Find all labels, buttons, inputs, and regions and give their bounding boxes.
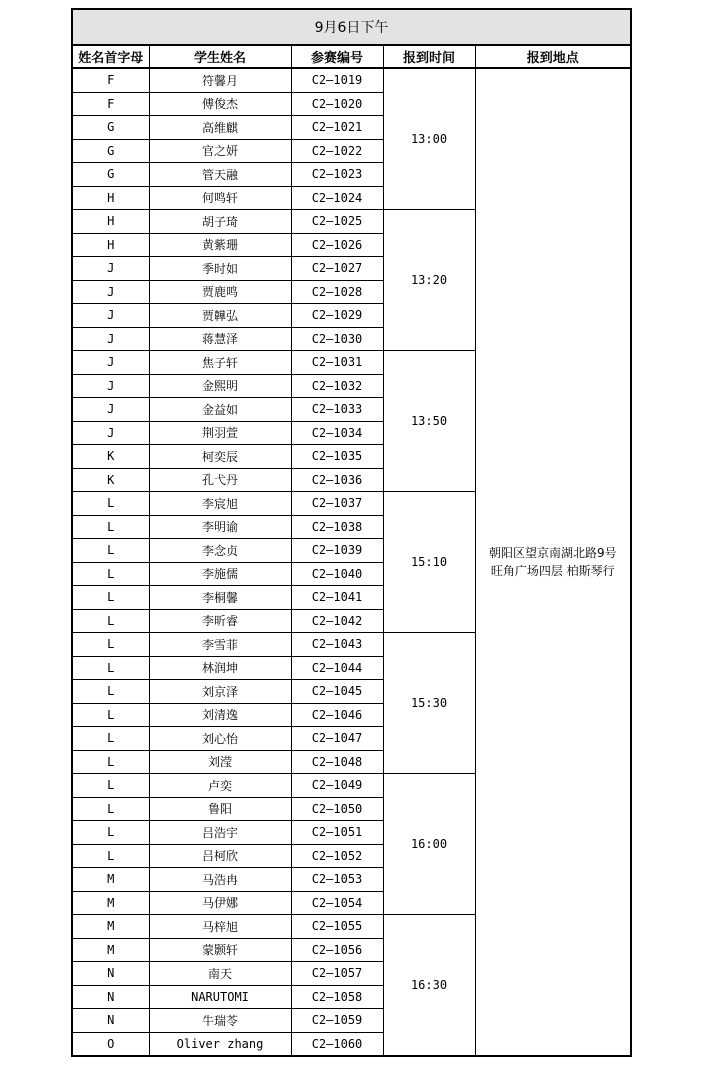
student-name-cell: 吕柯欣 — [149, 844, 291, 868]
student-name-cell: 吕浩宇 — [149, 821, 291, 845]
initial-letter-cell: O — [72, 1032, 149, 1056]
student-name-cell: NARUTOMI — [149, 985, 291, 1009]
entry-number-cell: C2—1030 — [291, 327, 383, 351]
student-name-cell: 金益如 — [149, 398, 291, 422]
initial-letter-cell: H — [72, 186, 149, 210]
entry-number-cell: C2—1038 — [291, 515, 383, 539]
entry-number-cell: C2—1044 — [291, 656, 383, 680]
student-name-cell: 季时如 — [149, 257, 291, 281]
initial-letter-cell: L — [72, 727, 149, 751]
initial-letter-cell: M — [72, 915, 149, 939]
entry-number-cell: C2—1041 — [291, 586, 383, 610]
entry-number-cell: C2—1056 — [291, 938, 383, 962]
initial-letter-cell: L — [72, 750, 149, 774]
header-place: 报到地点 — [475, 45, 631, 68]
header-time: 报到时间 — [383, 45, 475, 68]
student-name-cell: 管天融 — [149, 163, 291, 187]
checkin-time-cell: 16:00 — [383, 774, 475, 915]
initial-letter-cell: H — [72, 210, 149, 234]
student-name-cell: 蒙颢轩 — [149, 938, 291, 962]
student-name-cell: 金熙明 — [149, 374, 291, 398]
student-name-cell: 何鸣轩 — [149, 186, 291, 210]
student-name-cell: 傅俊杰 — [149, 92, 291, 116]
checkin-location-cell — [475, 68, 631, 1056]
student-name-cell: 马梓旭 — [149, 915, 291, 939]
student-name-cell: 李昕睿 — [149, 609, 291, 633]
initial-letter-cell: G — [72, 139, 149, 163]
entry-number-cell: C2—1045 — [291, 680, 383, 704]
student-name-cell: 李明谕 — [149, 515, 291, 539]
location-line-1: 朝阳区望京南湖北路9号 — [488, 546, 617, 560]
student-name-cell: 焦子轩 — [149, 351, 291, 375]
sheet-title: 9月6日下午 — [72, 9, 631, 45]
table-row — [72, 68, 631, 92]
entry-number-cell: C2—1057 — [291, 962, 383, 986]
entry-number-cell: C2—1023 — [291, 163, 383, 187]
student-name-cell: 柯奕辰 — [149, 445, 291, 469]
initial-letter-cell: J — [72, 398, 149, 422]
schedule-table — [71, 8, 632, 1057]
student-name-cell: 高维麒 — [149, 116, 291, 140]
initial-letter-cell: K — [72, 468, 149, 492]
initial-letter-cell: L — [72, 656, 149, 680]
entry-number-cell: C2—1034 — [291, 421, 383, 445]
table-body — [72, 68, 631, 1056]
entry-number-cell: C2—1051 — [291, 821, 383, 845]
entry-number-cell: C2—1043 — [291, 633, 383, 657]
entry-number-cell: C2—1053 — [291, 868, 383, 892]
entry-number-cell: C2—1050 — [291, 797, 383, 821]
initial-letter-cell: J — [72, 374, 149, 398]
initial-letter-cell: L — [72, 586, 149, 610]
student-name-cell: 刘京泽 — [149, 680, 291, 704]
entry-number-cell: C2—1048 — [291, 750, 383, 774]
checkin-time-cell: 15:30 — [383, 633, 475, 774]
student-name-cell: 牛瑞苓 — [149, 1009, 291, 1033]
initial-letter-cell: L — [72, 633, 149, 657]
title-row — [72, 9, 631, 45]
initial-letter-cell: L — [72, 680, 149, 704]
entry-number-cell: C2—1032 — [291, 374, 383, 398]
entry-number-cell: C2—1046 — [291, 703, 383, 727]
student-name-cell: 荆羽萱 — [149, 421, 291, 445]
header-name: 学生姓名 — [149, 45, 291, 68]
entry-number-cell: C2—1058 — [291, 985, 383, 1009]
entry-number-cell: C2—1040 — [291, 562, 383, 586]
entry-number-cell: C2—1055 — [291, 915, 383, 939]
initial-letter-cell: L — [72, 703, 149, 727]
checkin-time-cell: 13:20 — [383, 210, 475, 351]
entry-number-cell: C2—1031 — [291, 351, 383, 375]
initial-letter-cell: J — [72, 421, 149, 445]
student-name-cell: 符馨月 — [149, 68, 291, 92]
initial-letter-cell: L — [72, 492, 149, 516]
initial-letter-cell: F — [72, 92, 149, 116]
initial-letter-cell: L — [72, 539, 149, 563]
checkin-time-cell: 13:50 — [383, 351, 475, 492]
initial-letter-cell: K — [72, 445, 149, 469]
initial-letter-cell: F — [72, 68, 149, 92]
entry-number-cell: C2—1021 — [291, 116, 383, 140]
initial-letter-cell: N — [72, 1009, 149, 1033]
checkin-time-cell: 16:30 — [383, 915, 475, 1057]
entry-number-cell: C2—1059 — [291, 1009, 383, 1033]
student-name-cell: 胡子琦 — [149, 210, 291, 234]
entry-number-cell: C2—1036 — [291, 468, 383, 492]
entry-number-cell: C2—1035 — [291, 445, 383, 469]
initial-letter-cell: N — [72, 985, 149, 1009]
initial-letter-cell: L — [72, 609, 149, 633]
initial-letter-cell: L — [72, 821, 149, 845]
entry-number-cell: C2—1019 — [291, 68, 383, 92]
student-name-cell: 鲁阳 — [149, 797, 291, 821]
student-name-cell: 黄紫珊 — [149, 233, 291, 257]
location-line-2: 旺角广场四层 柏斯琴行 — [490, 564, 615, 578]
initial-letter-cell: J — [72, 327, 149, 351]
student-name-cell: 南天 — [149, 962, 291, 986]
initial-letter-cell: G — [72, 116, 149, 140]
checkin-time-cell: 15:10 — [383, 492, 475, 633]
entry-number-cell: C2—1049 — [291, 774, 383, 798]
student-name-cell: 马浩冉 — [149, 868, 291, 892]
entry-number-cell: C2—1047 — [291, 727, 383, 751]
student-name-cell: 李雪菲 — [149, 633, 291, 657]
student-name-cell: 林润坤 — [149, 656, 291, 680]
student-name-cell: 刘滢 — [149, 750, 291, 774]
entry-number-cell: C2—1026 — [291, 233, 383, 257]
entry-number-cell: C2—1039 — [291, 539, 383, 563]
initial-letter-cell: J — [72, 351, 149, 375]
student-name-cell: 李桐馨 — [149, 586, 291, 610]
entry-number-cell: C2—1020 — [291, 92, 383, 116]
student-name-cell: 李念贞 — [149, 539, 291, 563]
initial-letter-cell: J — [72, 304, 149, 328]
initial-letter-cell: N — [72, 962, 149, 986]
entry-number-cell: C2—1028 — [291, 280, 383, 304]
initial-letter-cell: G — [72, 163, 149, 187]
entry-number-cell: C2—1025 — [291, 210, 383, 234]
entry-number-cell: C2—1060 — [291, 1032, 383, 1056]
student-name-cell: 李宸旭 — [149, 492, 291, 516]
initial-letter-cell: M — [72, 891, 149, 915]
initial-letter-cell: L — [72, 562, 149, 586]
entry-number-cell: C2—1027 — [291, 257, 383, 281]
entry-number-cell: C2—1029 — [291, 304, 383, 328]
initial-letter-cell: M — [72, 938, 149, 962]
student-name-cell: 贾鹿鸣 — [149, 280, 291, 304]
initial-letter-cell: L — [72, 515, 149, 539]
student-name-cell: 蒋慧泽 — [149, 327, 291, 351]
student-name-cell: 官之妍 — [149, 139, 291, 163]
entry-number-cell: C2—1042 — [291, 609, 383, 633]
initial-letter-cell: L — [72, 844, 149, 868]
initial-letter-cell: J — [72, 280, 149, 304]
entry-number-cell: C2—1037 — [291, 492, 383, 516]
initial-letter-cell: M — [72, 868, 149, 892]
student-name-cell: Oliver zhang — [149, 1032, 291, 1056]
initial-letter-cell: L — [72, 797, 149, 821]
entry-number-cell: C2—1022 — [291, 139, 383, 163]
initial-letter-cell: L — [72, 774, 149, 798]
entry-number-cell: C2—1024 — [291, 186, 383, 210]
entry-number-cell: C2—1052 — [291, 844, 383, 868]
entry-number-cell: C2—1054 — [291, 891, 383, 915]
entry-number-cell: C2—1033 — [291, 398, 383, 422]
header-row — [72, 45, 631, 68]
student-name-cell: 刘心怡 — [149, 727, 291, 751]
student-name-cell: 马伊娜 — [149, 891, 291, 915]
student-name-cell: 卢奕 — [149, 774, 291, 798]
initial-letter-cell: J — [72, 257, 149, 281]
initial-letter-cell: H — [72, 233, 149, 257]
student-name-cell: 李施儒 — [149, 562, 291, 586]
student-name-cell: 刘清逸 — [149, 703, 291, 727]
student-name-cell: 孔弋丹 — [149, 468, 291, 492]
header-id: 参赛编号 — [291, 45, 383, 68]
checkin-time-cell: 13:00 — [383, 68, 475, 210]
student-name-cell: 贾韡弘 — [149, 304, 291, 328]
header-letter: 姓名首字母 — [72, 45, 149, 68]
